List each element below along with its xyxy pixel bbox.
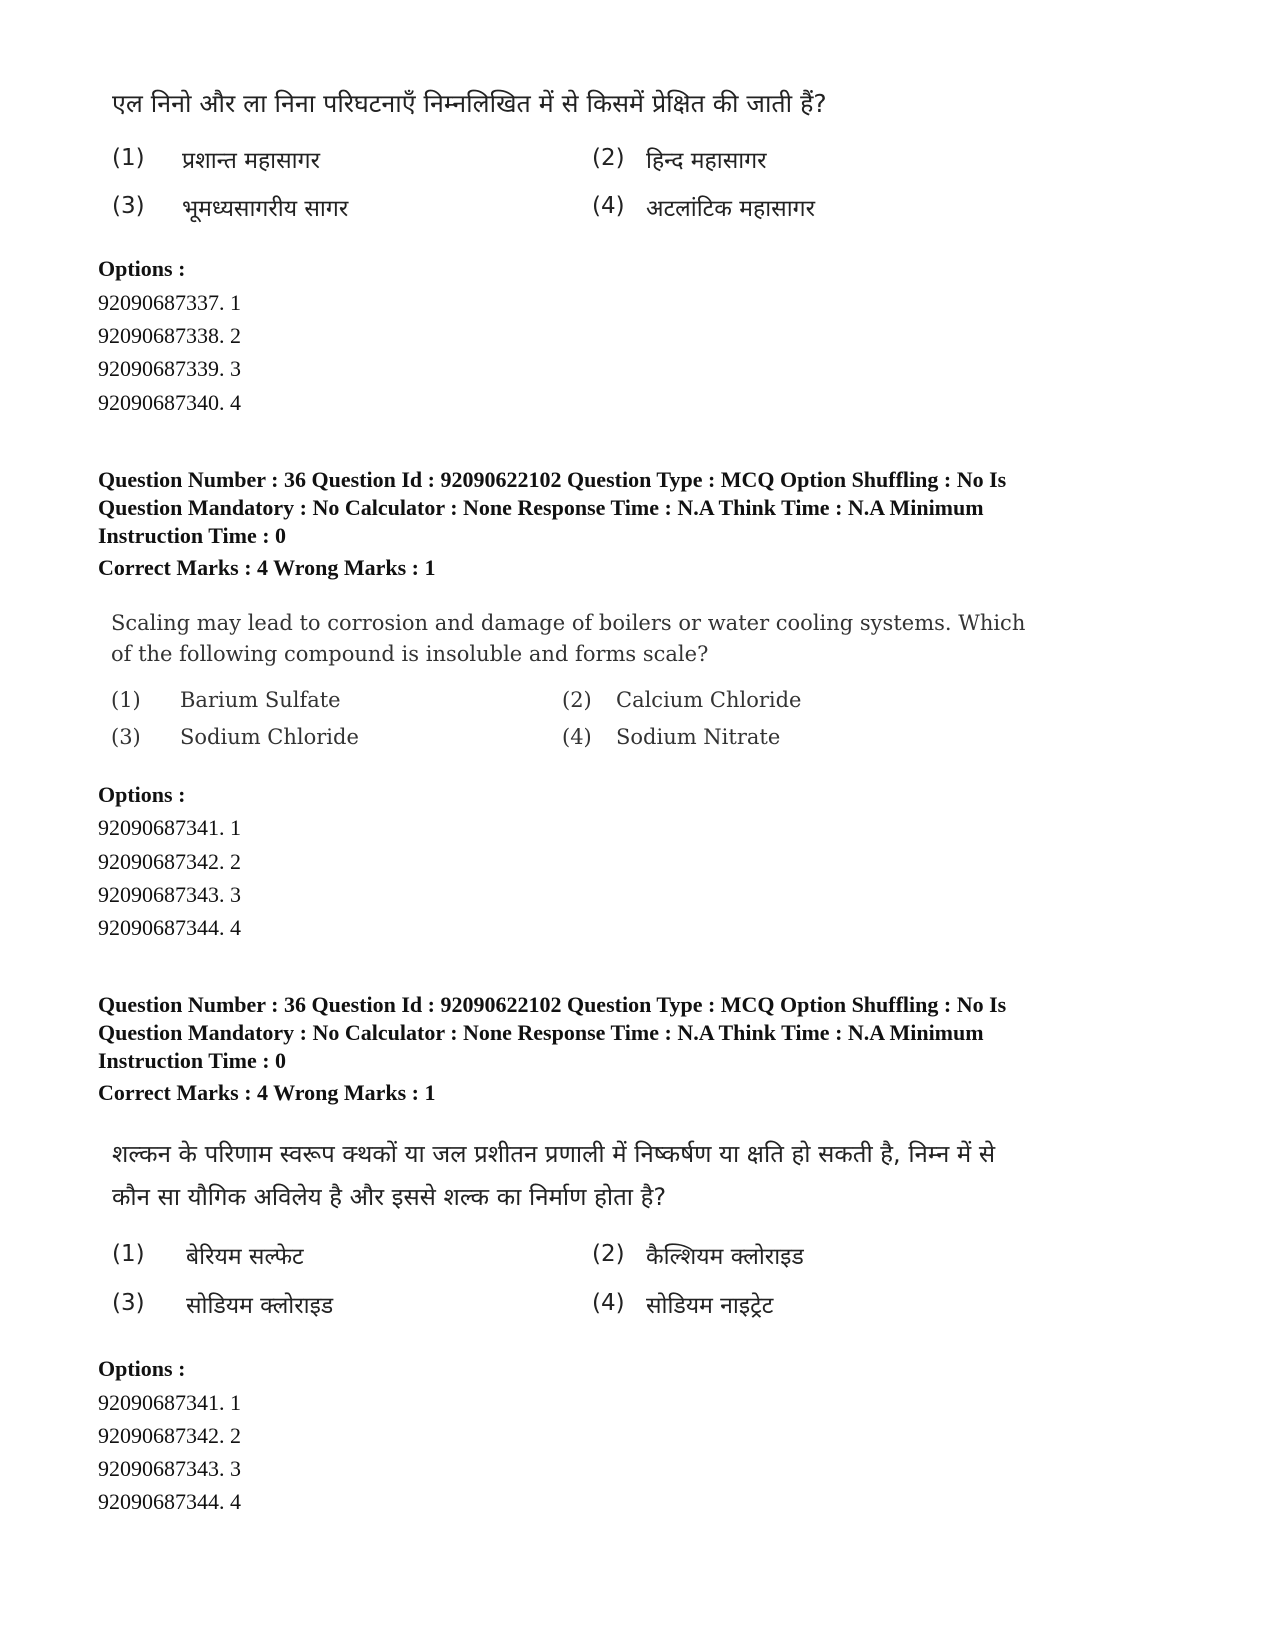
option-id: 92090687339. 3	[98, 356, 241, 381]
marks-info: Correct Marks : 4 Wrong Marks : 1	[98, 1080, 436, 1105]
option-id: 92090687342. 2	[98, 1423, 241, 1448]
question-text: Scaling may lead to corrosion and damage of boilers or water cooling systems. Which	[111, 611, 1026, 635]
question-text: एल निनो और ला निना परिघटनाएँ निम्नलिखित में से किसमें प्रेक्षित की जाती हैं?	[112, 89, 827, 118]
choice-number: (2)	[592, 145, 625, 171]
question-meta-line: Question Number : 36 Question Id : 92090622102 Question Type : MCQ Option Shuffling : No Is	[98, 467, 1007, 492]
choice-text: अटलांटिक महासागर	[646, 196, 816, 222]
choice-number: (3)	[112, 193, 145, 219]
question-text: शल्कन के परिणाम स्वरूप क्थकों या जल प्रशीतन प्रणाली में निष्कर्षण या क्षति हो सकती है, निम्न में से	[112, 1140, 996, 1168]
choice-text: बेरियम सल्फेट	[186, 1244, 304, 1270]
option-id: 92090687337. 1	[98, 290, 241, 315]
option-id: 92090687338. 2	[98, 323, 241, 348]
option-id: 92090687344. 4	[98, 915, 241, 940]
choice-text: Sodium Chloride	[180, 725, 359, 749]
options-heading: Options :	[98, 1356, 186, 1381]
question-text: of the following compound is insoluble and forms scale?	[111, 642, 709, 666]
marks-info: Correct Marks : 4 Wrong Marks : 1	[98, 555, 436, 580]
choice-text: Calcium Chloride	[616, 688, 802, 712]
choice-number: (3)	[111, 725, 141, 749]
options-heading: Options :	[98, 782, 186, 807]
choice-number: (2)	[592, 1241, 625, 1267]
question-meta-line: Question Number : 36 Question Id : 92090622102 Question Type : MCQ Option Shuffling : No Is	[98, 992, 1007, 1017]
choice-number: (1)	[112, 145, 145, 171]
choice-number: (2)	[562, 688, 592, 712]
question-meta-line: Question Mandatory : No Calculator : None Response Time : N.A Think Time : N.A Minimum	[98, 495, 984, 520]
choice-number: (4)	[562, 725, 592, 749]
choice-text: Sodium Nitrate	[616, 725, 781, 749]
option-id: 92090687341. 1	[98, 1390, 241, 1415]
choice-number: (1)	[112, 1241, 145, 1267]
choice-number: (3)	[112, 1290, 145, 1316]
question-text: कौन सा यौगिक अविलेय है और इससे शल्क का निर्माण होता है?	[112, 1183, 667, 1211]
option-id: 92090687340. 4	[98, 390, 241, 415]
option-id: 92090687343. 3	[98, 1456, 241, 1481]
choice-number: (4)	[592, 193, 625, 219]
question-meta-line: Instruction Time : 0	[98, 1048, 287, 1073]
option-id: 92090687341. 1	[98, 815, 241, 840]
options-heading: Options :	[98, 256, 186, 281]
choice-text: सोडियम नाइट्रेट	[646, 1293, 774, 1319]
choice-number: (4)	[592, 1290, 625, 1316]
choice-text: प्रशान्त महासागर	[182, 148, 320, 174]
choice-text: हिन्द महासागर	[646, 148, 767, 174]
option-id: 92090687342. 2	[98, 849, 241, 874]
question-meta-line: Question Mandatory : No Calculator : None Response Time : N.A Think Time : N.A Minimum	[98, 1020, 984, 1045]
choice-number: (1)	[111, 688, 141, 712]
question-meta-line: Instruction Time : 0	[98, 523, 287, 548]
choice-text: भूमध्यसागरीय सागर	[182, 196, 349, 222]
choice-text: सोडियम क्लोराइड	[186, 1293, 334, 1319]
choice-text: कैल्शियम क्लोराइड	[646, 1244, 804, 1270]
option-id: 92090687344. 4	[98, 1489, 241, 1514]
choice-text: Barium Sulfate	[180, 688, 341, 712]
option-id: 92090687343. 3	[98, 882, 241, 907]
